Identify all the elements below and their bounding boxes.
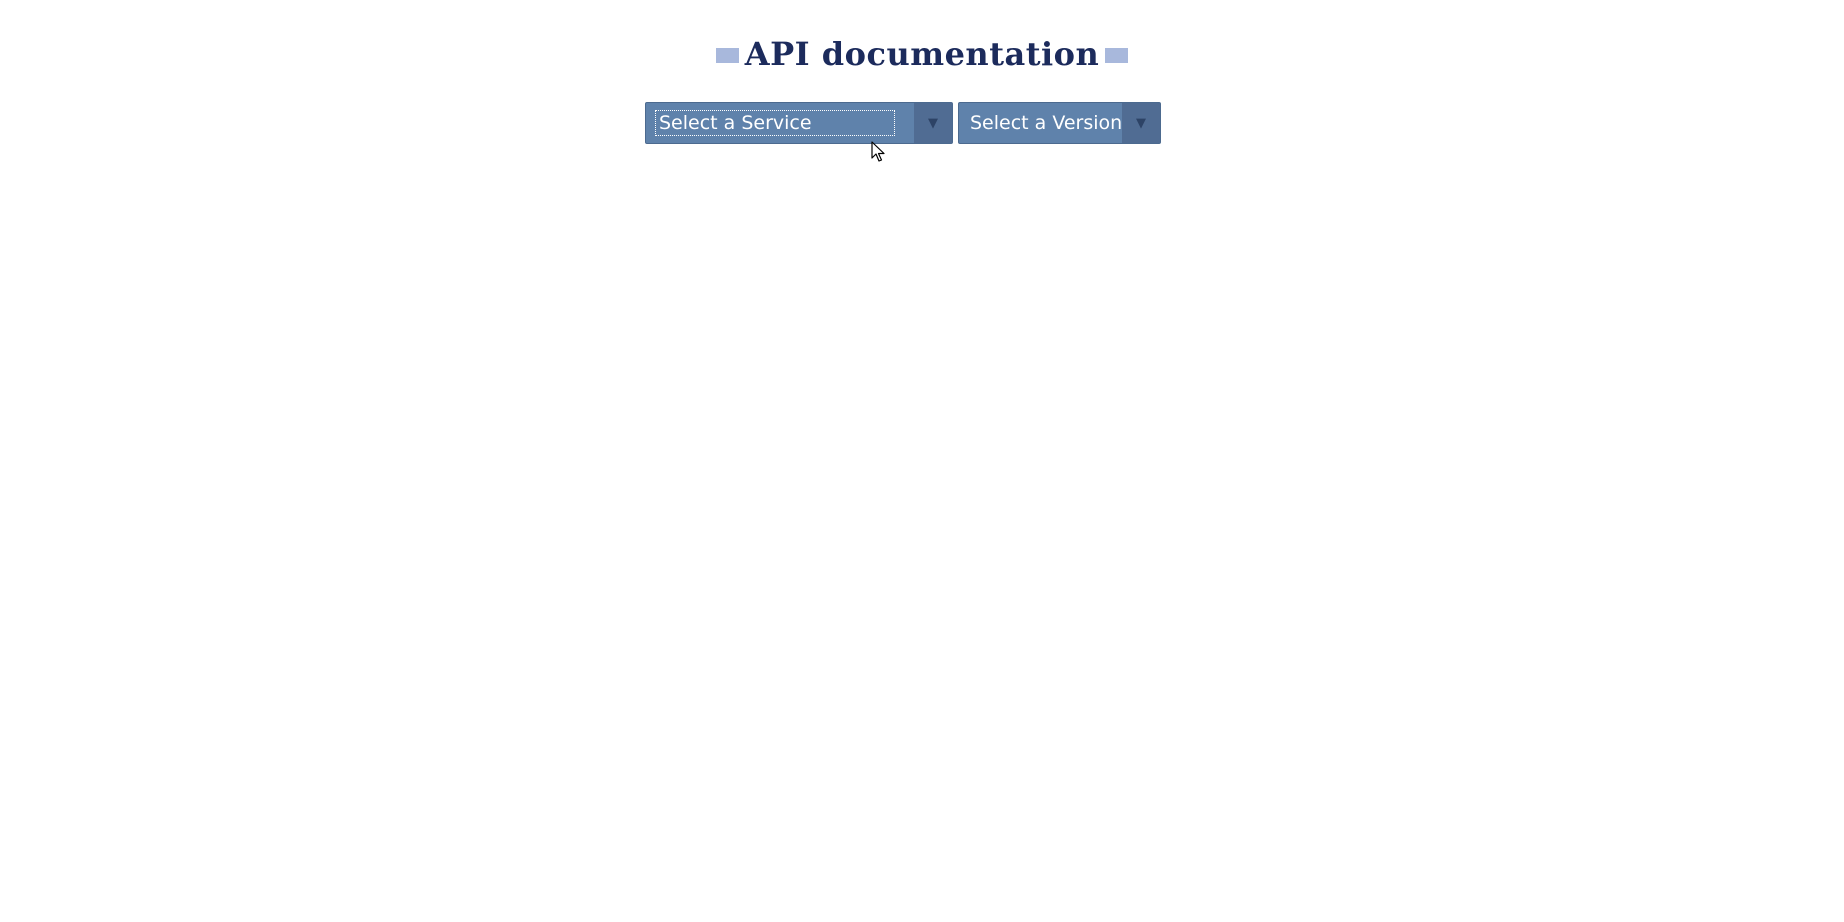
selector-bar [0,102,1844,146]
service-select[interactable] [645,102,953,144]
page-header [0,34,1844,74]
title-decoration-left [716,48,739,63]
page-title: API documentation [744,35,1100,73]
version-select[interactable] [958,102,1161,144]
service-select-label-wrap [646,103,914,143]
chevron-down-icon[interactable]: ▼ [914,103,952,143]
service-select-label: Select a Service [655,110,895,136]
chevron-down-icon[interactable]: ▼ [1122,103,1160,143]
title-decoration-right [1105,48,1128,63]
version-select-label: Select a Version [970,112,1122,134]
